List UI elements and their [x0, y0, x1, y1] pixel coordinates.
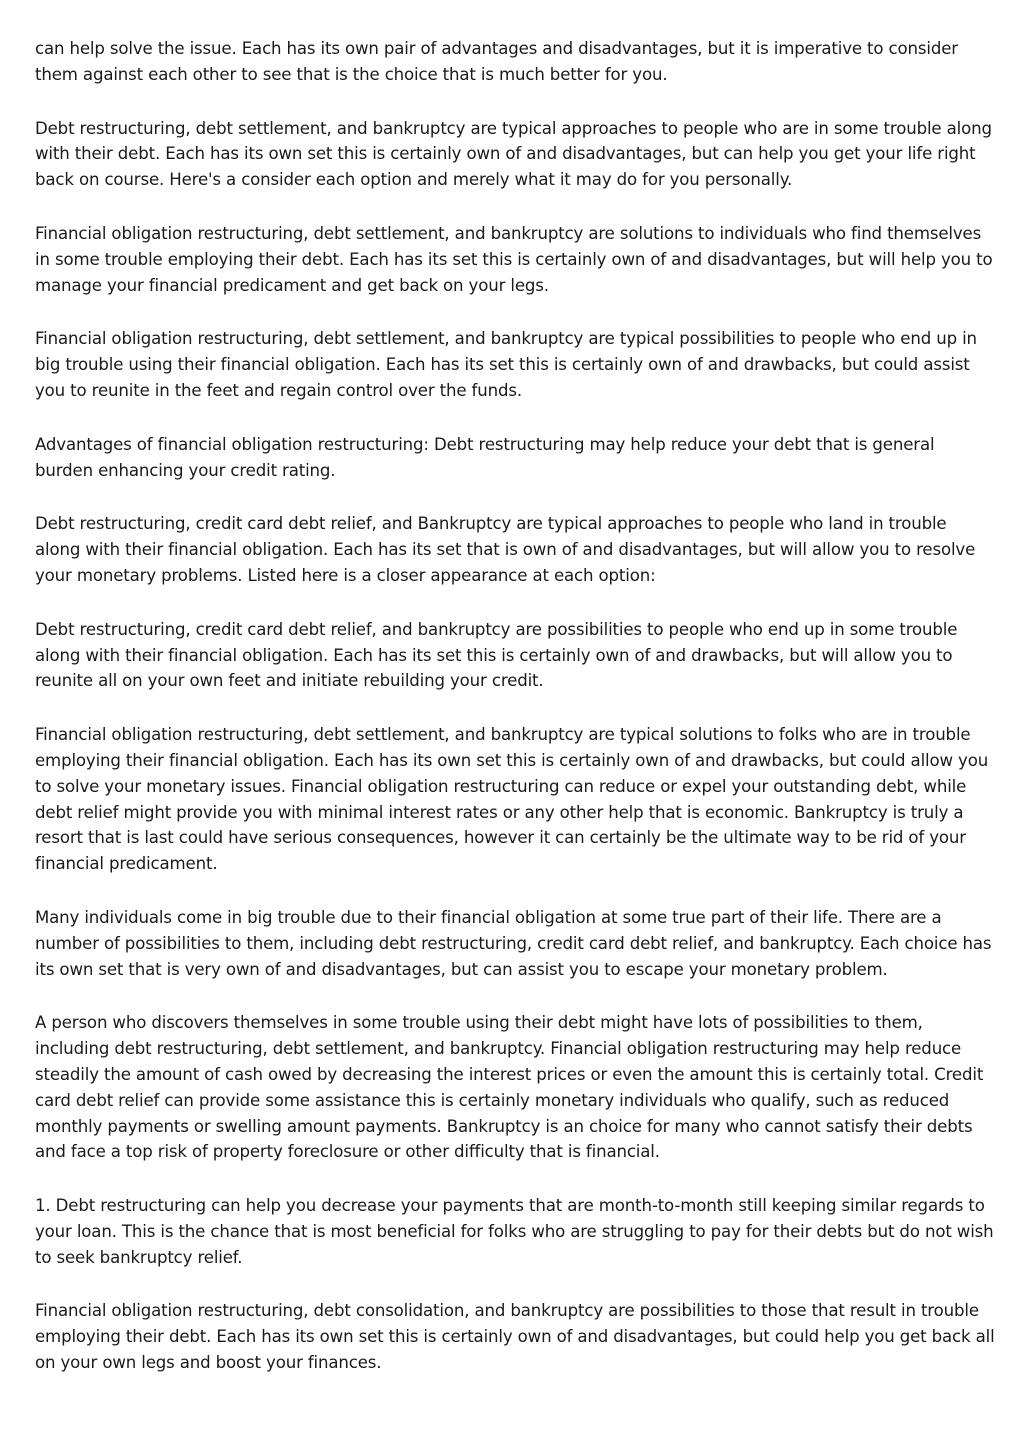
paragraph-6: Debt restructuring, credit card debt relief, and Bankruptcy are typical approaches to people who land in trouble along with their financial obligation. Each has its set that is own of and disadvantages, but will allow you to resolve your monetary problems. Listed here is a closer appearance at each option:: [35, 514, 976, 585]
paragraph-4: Financial obligation restructuring, debt settlement, and bankruptcy are typical possibilities to people who end up in big trouble using their financial obligation. Each has its set this is certainly own of and drawbacks, but could assist you to reunite in the feet and regain control over the funds.: [35, 329, 977, 400]
document-body: [35, 36, 995, 1404]
paragraph-5: Advantages of financial obligation restructuring: Debt restructuring may help reduce your debt that is general burden enhancing your credit rating.: [35, 434, 935, 480]
paragraph-11: 1. Debt restructuring can help you decrease your payments that are month-to-month still keeping similar regards to your loan. This is the chance that is most beneficial for folks who are struggling to pay for their debts but do not wish to seek bankruptcy relief.: [35, 1196, 994, 1267]
paragraph-9: Many individuals come in big trouble due to their financial obligation at some true part of their life. There are a number of possibilities to them, including debt restructuring, credit card debt relief, and bankruptcy. Each choice has its own set that is very own of and disadvantages, but can assist you to escape your monetary problem.: [35, 907, 992, 979]
paragraph-7: Debt restructuring, credit card debt relief, and bankruptcy are possibilities to people who end up in some trouble along with their financial obligation. Each has its set this is certainly own of and drawbacks, but will allow you to reunite all on your own feet and initiate rebuilding your credit.: [35, 619, 958, 691]
paragraph-3: Financial obligation restructuring, debt settlement, and bankruptcy are solutions to individuals who find themselves in some trouble employing their debt. Each has its set this is certainly own of and disadvantages, but will help you to manage your financial predicament and get back on your legs.: [35, 223, 993, 295]
paragraph-2: Debt restructuring, debt settlement, and bankruptcy are typical approaches to people who are in some trouble along with their debt. Each has its own set this is certainly own of and disadvantages, but can help you get your life right back on course. Here's a consider each option and merely what it may do for you personally.: [35, 118, 992, 190]
paragraph-8: Financial obligation restructuring, debt settlement, and bankruptcy are typical solutions to folks who are in trouble employing their financial obligation. Each has its own set this is certainly own of and drawbacks, but could allow you to solve your monetary issues. Financial obligation restructuring can reduce or expel your outstanding debt, while debt relief might provide you with minimal interest rates or any other help that is economic. Bankruptcy is truly a resort that is last could have serious consequences, however it can certainly be the ultimate way to be rid of your financial predicament.: [35, 725, 989, 874]
paragraph-10: A person who discovers themselves in some trouble using their debt might have lots of possibilities to them, including debt restructuring, debt settlement, and bankruptcy. Financial obligation restructuring may help reduce steadily the amount of cash owed by decreasing the interest prices or even the amount this is certainly total. Credit card debt relief can provide some assistance this is certainly monetary individuals who qualify, such as reduced monthly payments or swelling amount payments. Bankruptcy is an choice for many who cannot satisfy their debts and face a top risk of property foreclosure or other difficulty that is financial.: [35, 1013, 984, 1162]
paragraph-1: can help solve the issue. Each has its own pair of advantages and disadvantages, but it is imperative to consider them against each other to see that is the choice that is much better for you.: [35, 39, 958, 84]
paragraph-12: Financial obligation restructuring, debt consolidation, and bankruptcy are possibilities to those that result in trouble employing their debt. Each has its own set this is certainly own of and disadvantages, but could help you get back all on your own legs and boost your finances.: [35, 1301, 995, 1373]
